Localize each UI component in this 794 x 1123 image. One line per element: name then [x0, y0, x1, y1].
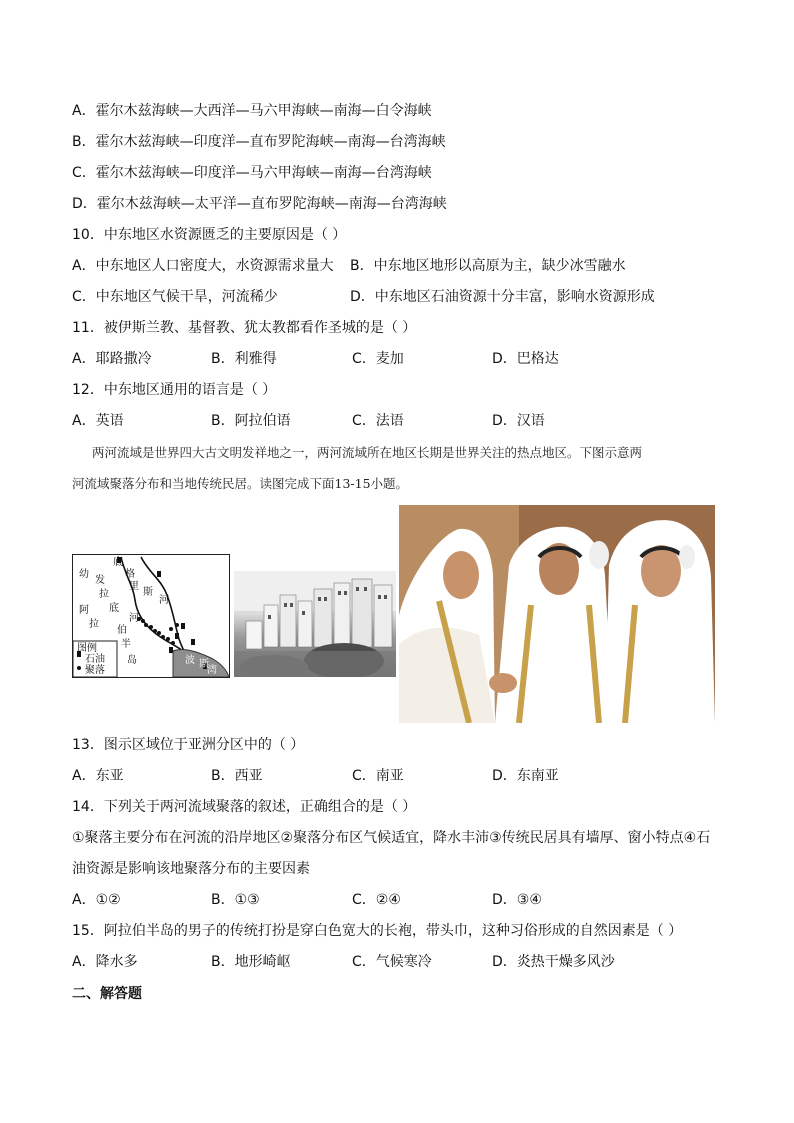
map-label-la1: 拉	[99, 589, 109, 600]
q9-option-d: D．霍尔木兹海峡—太平洋—直布罗陀海峡—南海—台湾海峡	[72, 196, 447, 212]
houses-drawing	[234, 571, 396, 677]
arab-men-photo	[399, 505, 715, 723]
q13-stem: 13．图示区域位于亚洲分区中的（ ）	[72, 737, 305, 753]
map-label-bo: 伯	[117, 625, 127, 636]
map-label-la2: 拉	[89, 619, 99, 630]
q14-option-b: B．①③	[211, 892, 260, 908]
q9-option-b: B．霍尔木兹海峡—印度洋—直布罗陀海峡—南海—台湾海峡	[72, 134, 446, 150]
q13-option-a: A．东亚	[72, 768, 124, 784]
legend-dot	[77, 666, 81, 670]
passage-line2: 河流域聚落分布和当地传统民居。读图完成下面13-15小题。	[72, 476, 409, 491]
q9-option-a: A．霍尔木兹海峡—大西洋—马六甲海峡—南海—白令海峡	[72, 103, 432, 119]
legend-oil: 石油	[85, 654, 105, 665]
q11-option-a: A．耶路撒冷	[72, 351, 152, 367]
q10-option-b: B．中东地区地形以高原为主，缺少冰雪融水	[350, 258, 626, 274]
q15-stem: 15．阿拉伯半岛的男子的传统打扮是穿白色宽大的长袍，带头巾，这种习俗形成的自然因素是（ ）	[72, 923, 683, 939]
section-heading: 二、解答题	[72, 986, 142, 1002]
q11-stem: 11．被伊斯兰教、基督教、犹太教都看作圣城的是（ ）	[72, 320, 417, 336]
map-label-he2: 河	[129, 613, 139, 624]
q15-option-c: C．气候寒冷	[352, 954, 432, 970]
two-rivers-map	[72, 554, 230, 678]
map-label-di2: 底	[109, 603, 119, 614]
q13-option-c: C．南亚	[352, 768, 404, 784]
map-label-he1: 河	[159, 595, 169, 606]
passage-line1: 两河流域是世界四大古文明发祥地之一，两河流域所在地区长期是世界关注的热点地区。下图示意两	[92, 445, 643, 460]
q10-stem: 10．中东地区水资源匮乏的主要原因是（ ）	[72, 227, 347, 243]
q15-option-a: A．降水多	[72, 954, 138, 970]
settlement-dots	[137, 617, 179, 645]
map-label-fa: 发	[95, 575, 105, 586]
traditional-houses-photo	[234, 571, 396, 677]
q14-stem: 14．下列关于两河流域聚落的叙述，正确组合的是（ ）	[72, 799, 417, 815]
q14-option-d: D．③④	[492, 892, 542, 908]
map-label-dao: 岛	[127, 655, 137, 666]
map-label-li: 里	[129, 581, 139, 592]
map-label-ge: 格	[125, 569, 135, 580]
q12-option-d: D．汉语	[492, 413, 545, 429]
q14-option-c: C．②④	[352, 892, 401, 908]
men-drawing	[399, 505, 715, 723]
map-label-a: 阿	[79, 605, 89, 616]
q14-option-a: A．①②	[72, 892, 121, 908]
map-label-si1: 斯	[143, 587, 153, 598]
q10-option-a: A．中东地区人口密度大，水资源需求量大	[72, 258, 334, 274]
map-label-wan: 湾	[207, 665, 217, 676]
legend-settlement: 聚落	[85, 665, 105, 676]
q15-option-b: B．地形崎岖	[211, 954, 291, 970]
q9-option-c: C．霍尔木兹海峡—印度洋—马六甲海峡—南海—台湾海峡	[72, 165, 432, 181]
q13-option-d: D．东南亚	[492, 768, 559, 784]
q15-option-d: D．炎热干燥多风沙	[492, 954, 615, 970]
map-label-si2: 斯	[199, 659, 209, 670]
q10-option-d: D．中东地区石油资源十分丰富，影响水资源形成	[350, 289, 655, 305]
legend-title: 图例	[77, 643, 97, 654]
map-label-you: 幼	[79, 569, 89, 580]
q14-statement-line2: 油资源是影响该地聚落分布的主要因素	[72, 861, 310, 877]
map-label-ban: 半	[121, 639, 131, 650]
q12-stem: 12．中东地区通用的语言是（ ）	[72, 382, 277, 398]
q13-option-b: B．西亚	[211, 768, 263, 784]
q11-option-d: D．巴格达	[492, 351, 559, 367]
q12-option-c: C．法语	[352, 413, 404, 429]
q12-option-b: B．阿拉伯语	[211, 413, 291, 429]
q10-option-c: C．中东地区气候干旱，河流稀少	[72, 289, 278, 305]
q11-option-c: C．麦加	[352, 351, 404, 367]
map-label-bo2: 波	[185, 655, 195, 666]
q12-option-a: A．英语	[72, 413, 124, 429]
q14-statement-line1: ①聚落主要分布在河流的沿岸地区②聚落分布区气候适宜，降水丰沛③传统民居具有墙厚、窗小特点④石	[72, 830, 711, 846]
map-label-di1: 底	[113, 557, 123, 568]
q11-option-b: B．利雅得	[211, 351, 277, 367]
